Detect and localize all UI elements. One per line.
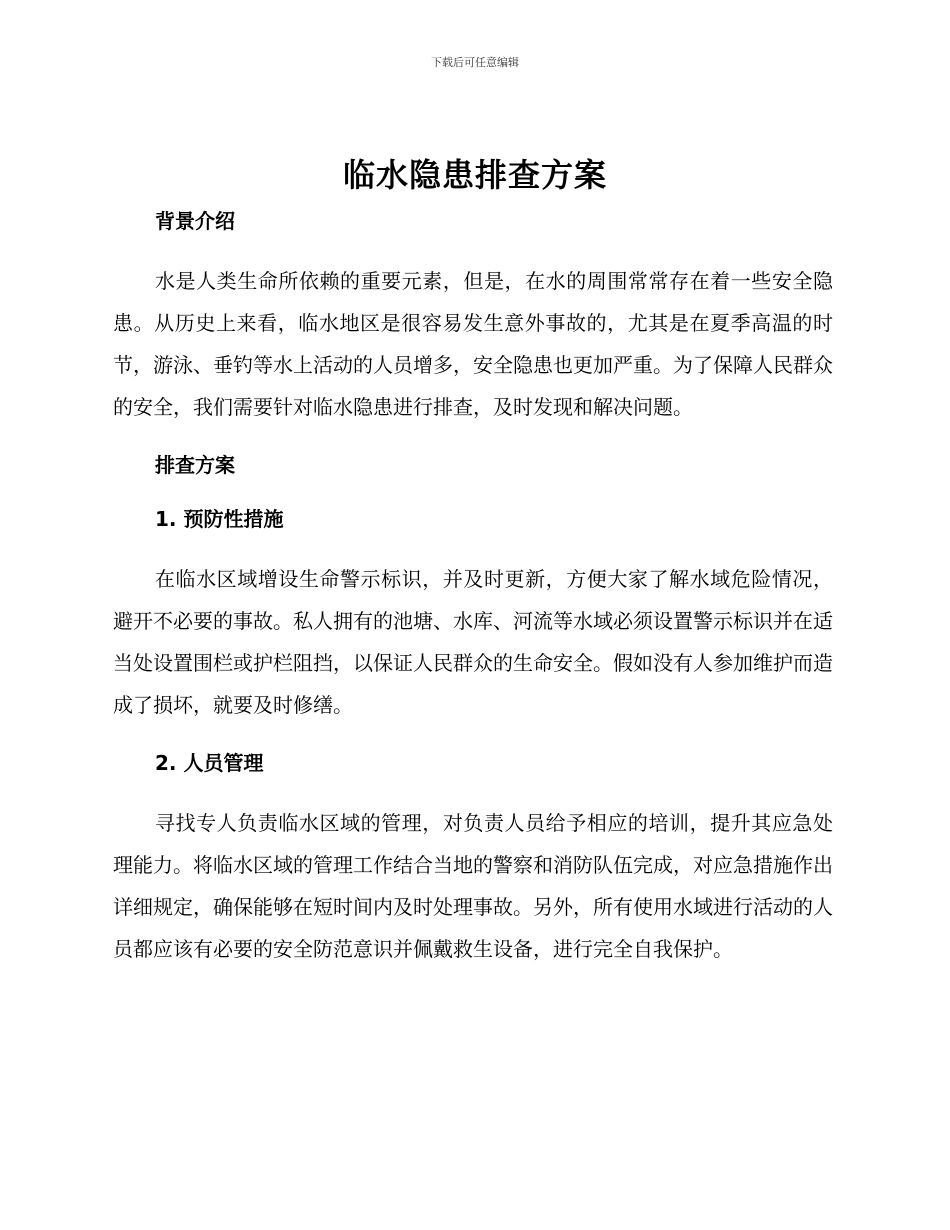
section-heading-background: 背景介绍 [155, 209, 235, 233]
header-note: 下载后可任意编辑 [431, 56, 519, 69]
subheading-personnel-management: 2. 人员管理 [155, 751, 264, 775]
section-heading-plan: 排查方案 [155, 453, 235, 477]
document-title: 临水隐患排查方案 [342, 156, 607, 194]
paragraph-preventive-measures: 在临水区域增设生命警示标识，并及时更新，方便大家了解水域危险情况，避开不必要的事故。私人拥有的池塘、水库、河流等水域必须设置警示标识并在适当处设置围栏或护栏阻挡，以保证人民群众的生命安全。假如没有人参加维护而造成了损坏，就要及时修缮。 [113, 567, 833, 717]
paragraph-background: 水是人类生命所依赖的重要元素，但是，在水的周围常常存在着一些安全隐患。从历史上来看，临水地区是很容易发生意外事故的，尤其是在夏季高温的时节，游泳、垂钓等水上活动的人员增多，安全隐患也更加严重。为了保障人民群众的安全，我们需要针对临水隐患进行排查，及时发现和解决问题。 [113, 269, 833, 419]
paragraph-personnel-management: 寻找专人负责临水区域的管理，对负责人员给予相应的培训，提升其应急处理能力。将临水区域的管理工作结合当地的警察和消防队伍完成，对应急措施作出详细规定，确保能够在短时间内及时处理事故。另外，所有使用水域进行活动的人员都应该有必要的安全防范意识并佩戴救生设备，进行完全自我保护。 [113, 811, 833, 961]
document-body [113, 204, 833, 970]
subheading-preventive-measures: 1. 预防性措施 [155, 507, 284, 531]
